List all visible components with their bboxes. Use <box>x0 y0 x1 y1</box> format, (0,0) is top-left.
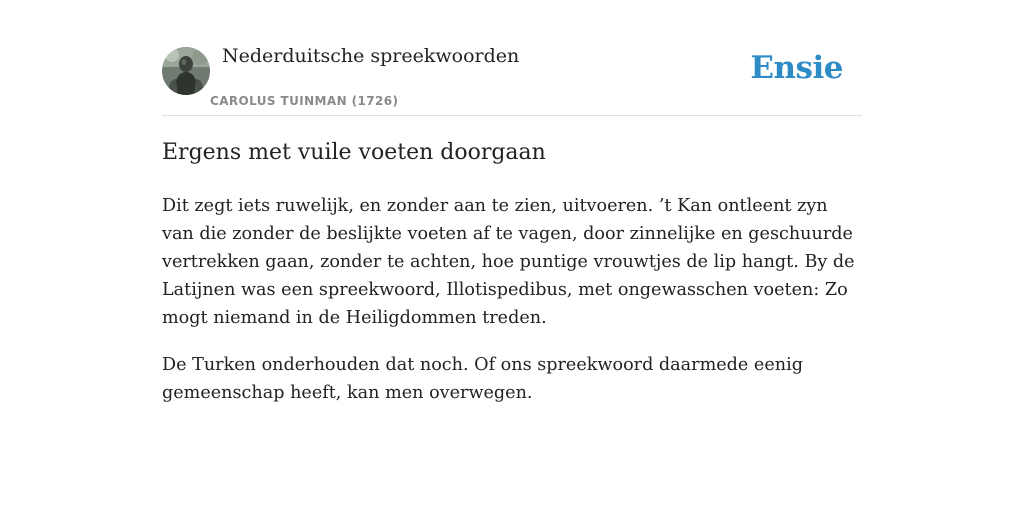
entry-body <box>162 192 862 426</box>
entry-paragraph: Dit zegt iets ruwelijk, en zonder aan te zien, uitvoeren. ’t Kan ontleent zyn van die zonder de beslijkte voeten af te vagen, door zinnelijke en geschuurde vertrekken gaan, zonder te achten, hoe puntige vrouwtjes de lip hangt. By de Latijnen was een spreekwoord, Illotispedibus, met ongewasschen voeten: Zo mogt niemand in de Heiligdommen treden. <box>162 196 855 328</box>
entry-title: Ergens met vuile voeten doorgaan <box>162 140 546 165</box>
content-container <box>162 0 862 403</box>
author-name[interactable]: CAROLUS TUINMAN (1726) <box>210 94 399 108</box>
entry-paragraph: De Turken onderhouden dat noch. Of ons spreekwoord daarmede eenig gemeenschap heeft, kan men overwegen. <box>162 355 803 403</box>
author-avatar-icon[interactable] <box>162 47 210 95</box>
ensie-logo[interactable]: Ensie <box>750 50 843 86</box>
book-title[interactable]: Nederduitsche spreekwoorden <box>222 45 520 67</box>
header <box>162 0 862 116</box>
